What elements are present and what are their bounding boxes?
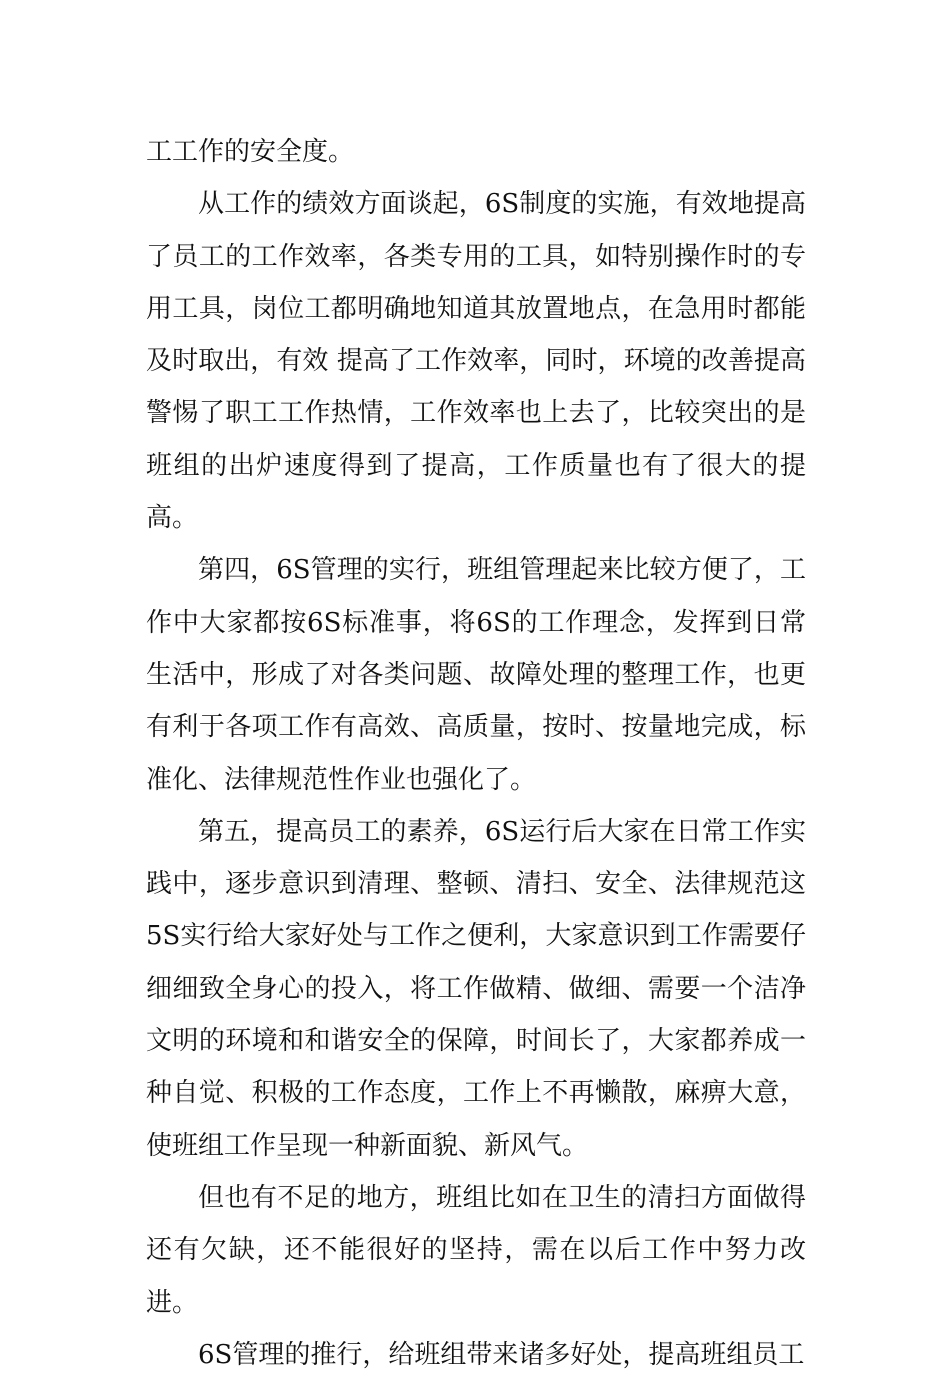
document-body <box>146 126 806 1381</box>
paragraph-fifth-point: 第五，提高员工的素养，6S运行后大家在日常工作实践中，逐步意识到清理、整顿、清扫、安全、法律规范这5S实行给大家好处与工作之便利，大家意识到工作需要仔细细致全身心的投入，将工作做精、做细、需要一个洁净文明的环境和和谐安全的保障，时间长了，大家都养成一种自觉、积极的工作态度，工作上不再懒散，麻痹大意，使班组工作呈现一种新面貌、新风气。 <box>146 816 806 1161</box>
paragraph-shortcomings: 但也有不足的地方，班组比如在卫生的清扫方面做得还有欠缺，还不能很好的坚持，需在以后工作中努力改进。 <box>146 1182 806 1318</box>
paragraph-fourth-point: 第四，6S管理的实行，班组管理起来比较方便了，工作中大家都按6S标准事，将6S的工作理念，发挥到日常生活中，形成了对各类问题、故障处理的整理工作，也更有利于各项工作有高效、高质量，按时、按量地完成，标准化、法律规范性作业也强化了。 <box>146 555 806 795</box>
paragraph-conclusion-start: 6S管理的推行，给班组带来诸多好处，提高班组员工 <box>198 1339 805 1370</box>
paragraph-performance: 从工作的绩效方面谈起，6S制度的实施，有效地提高了员工的工作效率，各类专用的工具，如特别操作时的专用工具，岗位工都明确地知道其放置地点，在急用时都能及时取出，有效 提高了工作效率，同时，环境的改善提高警惕了职工工作热情，工作效率也上去了，比较突出的是班组的出炉速度得到了提高，工作质量也有了很大的提高。 <box>146 189 806 534</box>
paragraph-continuation: 工工作的安全度。 <box>146 137 355 167</box>
